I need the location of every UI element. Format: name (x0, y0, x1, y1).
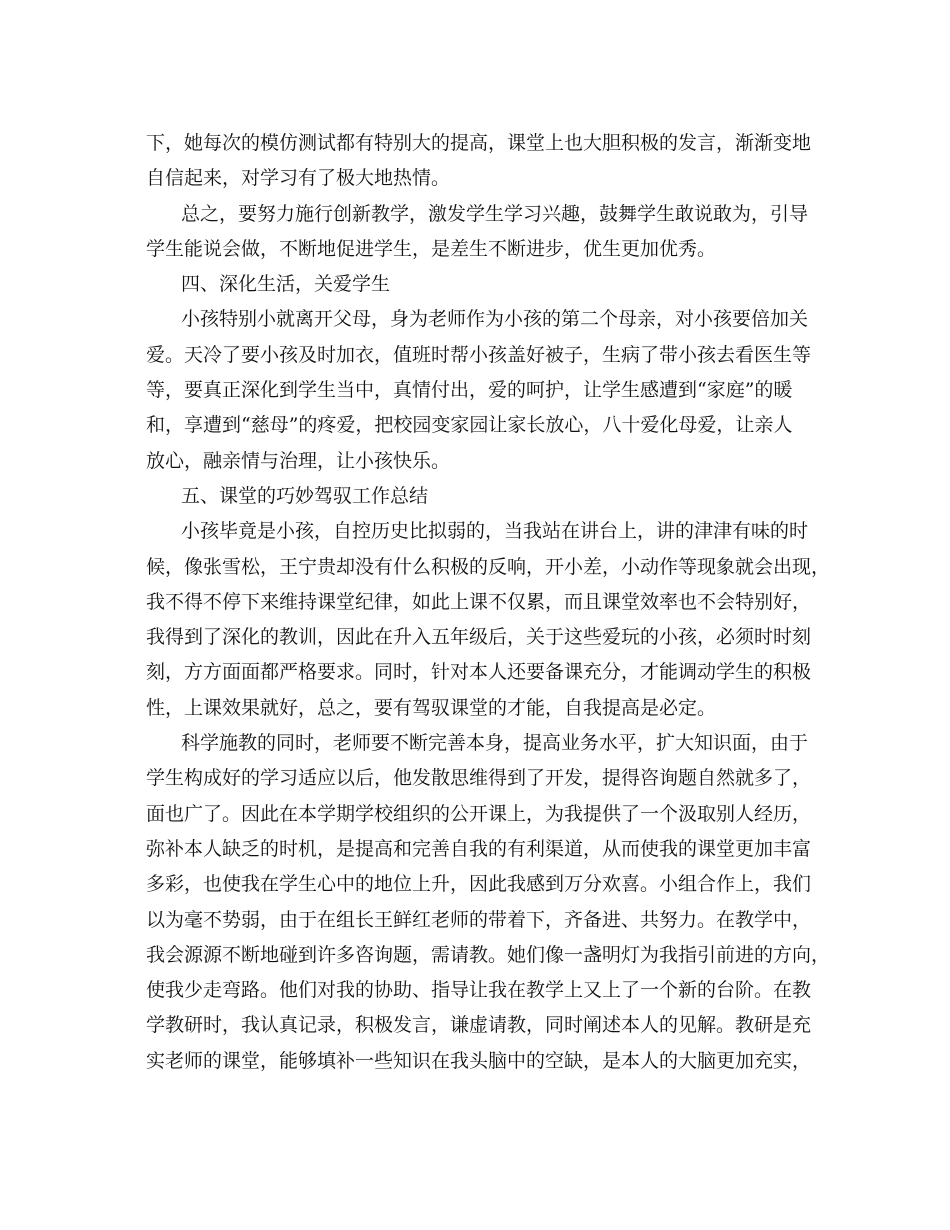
text-line: 自信起来，对学习有了极大地热情。 (146, 167, 451, 190)
text-line: 下，她每次的模仿测试都有特别大的提高，课堂上也大胆积极的发言，渐渐变地 (146, 132, 812, 154)
text-line: 学生能说会做，不断地促进学生，是差生不断进步，优生更加优秀。 (146, 237, 717, 260)
text-line: 面也广了。因此在本学期学校组织的公开课上，为我提供了一个汲取别人经历， (146, 802, 812, 825)
text-line: 小孩毕竟是小孩，自控历史比拟弱的，当我站在讲台上，讲的津津有味的时 (181, 520, 809, 543)
text-line: 学生构成好的学习适应以后，他发散思维得到了开发，提得咨询题自然就多了， (146, 767, 812, 790)
text-line: 四、深化生活，关爱学生 (181, 273, 391, 296)
text-line: 学教研时，我认真记录，积极发言，谦虚请教，同时阐述本人的见解。教研是充 (146, 1014, 812, 1037)
text-line: 多彩，也使我在学生心中的地位上升，因此我感到万分欢喜。小组合作上，我们 (146, 873, 812, 896)
text-line: 等，要真正深化到学生当中，真情付出，爱的呵护，让学生感遭到“家庭”的暖 (146, 379, 793, 402)
text-line: 我得到了深化的教训，因此在升入五年级后，关于这些爱玩的小孩，必须时时刻 (146, 626, 812, 649)
text-line: 五、课堂的巧妙驾驭工作总结 (181, 484, 429, 507)
text-line: 科学施教的同时，老师要不断完善本身，提高业务水平，扩大知识面，由于 (181, 732, 809, 755)
text-line: 爱。天冷了要小孩及时加衣，值班时帮小孩盖好被子，生病了带小孩去看医生等 (146, 343, 812, 366)
text-line: 放心，融亲情与治理，让小孩快乐。 (146, 449, 451, 472)
text-line: 小孩特别小就离开父母，身为老师作为小孩的第二个母亲，对小孩要倍加关 (181, 308, 809, 331)
text-line: 总之，要努力施行创新教学，激发学生学习兴趣，鼓舞学生敢说敢为，引导 (181, 202, 809, 225)
text-line: 弥补本人缺乏的时机，是提高和完善自我的有利渠道，从而使我的课堂更加丰富 (146, 837, 812, 860)
text-line: 我不得不停下来维持课堂纪律，如此上课不仅累，而且课堂效率也不会特别好， (146, 590, 812, 613)
text-line: 性，上课效果就好，总之，要有驾驭课堂的才能，自我提高是必定。 (146, 696, 717, 719)
text-line: 使我少走弯路。他们对我的协助、指导让我在教学上又上了一个新的台阶。在教 (146, 979, 812, 1002)
text-line: 候，像张雪松，王宁贵却没有什么积极的反响，开小差，小动作等现象就会出现， (146, 555, 831, 578)
text-line: 我会源源不断地碰到许多咨询题，需请教。她们像一盏明灯为我指引前进的方向， (146, 943, 831, 966)
text-line: 刻，方方面面都严格要求。同时，针对本人还要备课充分，才能调动学生的积极 (146, 661, 812, 684)
text-line: 实老师的课堂，能够填补一些知识在我头脑中的空缺，是本人的大脑更加充实， (146, 1049, 812, 1072)
text-line: 以为毫不势弱，由于在组长王鲜红老师的带着下，齐备进、共努力。在教学中， (146, 908, 812, 931)
document-body (146, 126, 831, 1079)
text-line: 和，享遭到“慈母”的疼爱，把校园变家园让家长放心，八十爱化母爱，让亲人 (146, 414, 793, 437)
